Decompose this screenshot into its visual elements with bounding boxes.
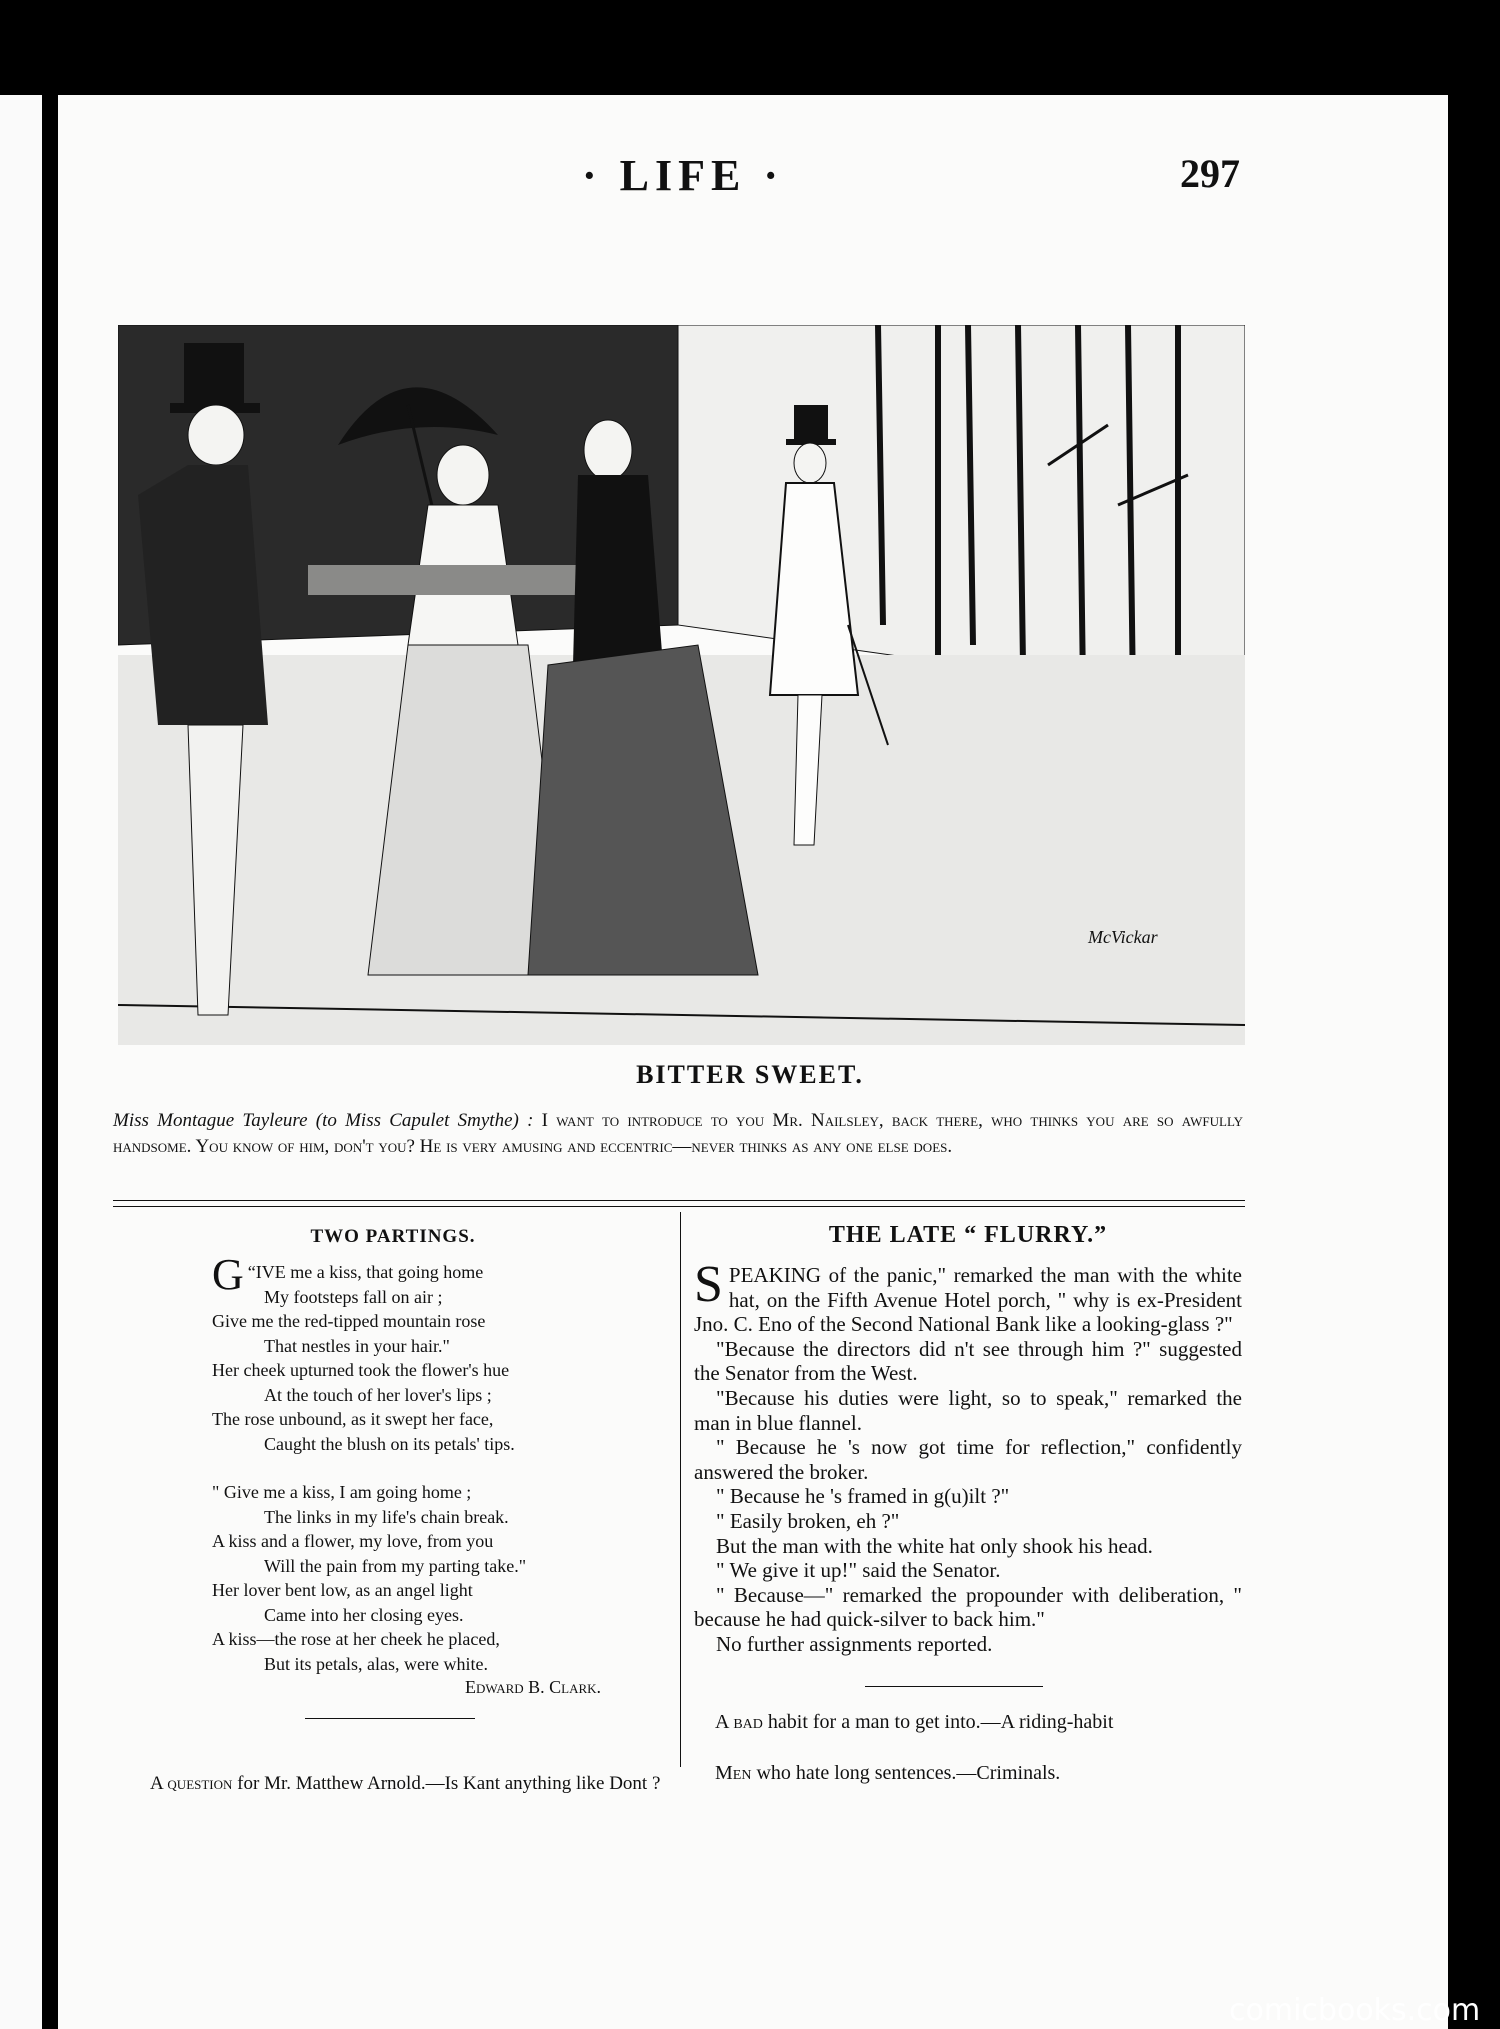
question-paragraph: A question for Mr. Matthew Arnold.—Is Kant anything like Dont ?: [150, 1773, 661, 1794]
joke-criminals: Men who hate long sentences.—Criminals.: [715, 1762, 1061, 1784]
watermark: comicbooks.com: [1229, 1993, 1481, 2028]
poem-line: Her lover bent low, as an angel light: [212, 1580, 473, 1600]
short-rule: [305, 1718, 475, 1719]
caption-speaker: Miss Montague Tayleure (to Miss Capulet Smythe) :: [113, 1110, 534, 1131]
poem-body: [212, 1250, 652, 1676]
poem-line: At the touch of her lover's lips ;: [264, 1384, 492, 1405]
article-paragraph: " We give it up!" said the Senator.: [716, 1558, 1001, 1583]
article-paragraph: SPEAKING of the panic," remarked the man with the white hat, on the Fifth Avenue Hotel porch, " why is ex-President Jno. C. Eno of the Second National Bank like a looking-glass ?": [694, 1256, 1242, 1337]
page-number: 297: [1180, 151, 1240, 196]
article-paragraph: " Easily broken, eh ?": [716, 1508, 900, 1533]
article-title: THE LATE “ FLURRY.”: [828, 1222, 1108, 1248]
poem-line: A kiss and a flower, my love, from you: [212, 1531, 494, 1551]
poem-line: Give me the red-tipped mountain rose: [212, 1311, 486, 1331]
article-paragraph: " Because he 's now got time for reflection," confidently answered the broker.: [694, 1435, 1242, 1484]
illustration-park-scene: [118, 325, 1245, 1045]
poem-line: My footsteps fall on air ;: [264, 1286, 443, 1307]
scan-top-border: [0, 0, 1500, 90]
poem-line: The rose unbound, as it swept her face,: [212, 1409, 494, 1429]
poem-line: That nestles in your hair.": [264, 1335, 450, 1356]
caption-text: I want to introduce to you Mr. Nailsley, back there, who thinks you are so awfully handsome. You know of him, don't you? He is very amusing and eccentric—never thinks as any one else does.: [113, 1110, 1243, 1157]
poem-line: Will the pain from my parting take.": [264, 1555, 527, 1576]
poem-title: TWO PARTINGS.: [310, 1226, 476, 1247]
poem-line: Her cheek upturned took the flower's hue: [212, 1360, 510, 1380]
poem-line: The links in my life's chain break.: [264, 1506, 509, 1527]
poem-line: Caught the blush on its petals' tips.: [264, 1433, 515, 1454]
section-rule: [113, 1200, 1245, 1201]
article-paragraph: No further assignments reported.: [716, 1631, 993, 1656]
illustrator-signature: McVickar: [1088, 927, 1158, 947]
poem-line: But its petals, alas, were white.: [264, 1653, 488, 1674]
article-paragraph: "Because the directors did n't see through him ?" suggested the Senator from the West.: [694, 1336, 1242, 1386]
article-paragraph: " Because—" remarked the propounder with deliberation, " because he had quick-silver to back him.": [694, 1582, 1242, 1632]
poem-line: A kiss—the rose at her cheek he placed,: [212, 1629, 500, 1649]
article-paragraph: But the man with the white hat only shook his head.: [716, 1533, 1153, 1558]
short-rule: [865, 1686, 1043, 1687]
column-divider: [680, 1212, 681, 1767]
article-paragraph: "Because his duties were light, so to speak," remarked the man in blue flannel.: [694, 1385, 1242, 1435]
cartoon-title: BITTER SWEET.: [636, 1060, 864, 1089]
masthead-title: · LIFE ·: [582, 151, 785, 200]
section-rule-double: [113, 1206, 1245, 1207]
article-body: [694, 1256, 1242, 1657]
poem-line-first: “ G IVE me a kiss, that going home: [212, 1250, 484, 1299]
joke-riding-habit: A bad habit for a man to get into.—A riding-habit: [715, 1711, 1114, 1733]
article-paragraph: " Because he 's framed in g(u)ilt ?": [716, 1484, 1010, 1509]
cartoon-caption: [113, 1108, 1243, 1160]
poem-author: Edward B. Clark.: [465, 1677, 602, 1697]
poem-line: " Give me a kiss, I am going home ;: [212, 1482, 472, 1502]
poem-line: Came into her closing eyes.: [264, 1604, 464, 1625]
